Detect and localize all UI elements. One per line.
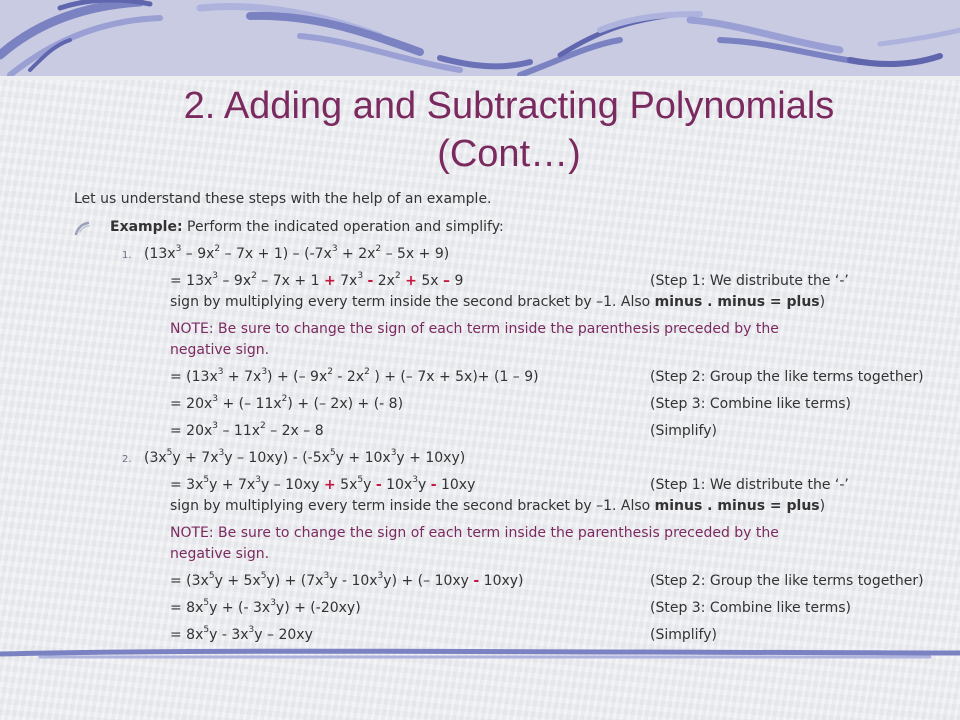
problem-2-result-note: (Simplify): [650, 627, 717, 643]
problem-1-note-line-1: NOTE: Be sure to change the sign of each term inside the parenthesis preceded by the: [170, 321, 779, 337]
example-label: Example:: [110, 219, 183, 235]
problem-2-step1-note: (Step 1: We distribute the ‘-’: [650, 477, 849, 493]
problem-1-step3-note: (Step 3: Combine like terms): [650, 396, 852, 412]
title-line-2: (Cont…): [437, 133, 581, 175]
example-line: [110, 218, 504, 236]
problem-2-step3-expression: = $8x^5y$ + (- $3x^3y) + (-20xy)$: [170, 598, 361, 616]
problem-2-header: [122, 449, 465, 469]
bullet-icon: [74, 221, 90, 235]
problem-2-step1-continuation: sign by multiplying every term inside the second bracket by –1. Also minus . minus = plus): [170, 498, 826, 514]
problem-1-header: [122, 245, 449, 265]
problem-1-result-note: (Simplify): [650, 423, 717, 439]
problem-2-step1-expression: = $3x^5y + 7x^3y - 10xy + 5x^5y - 10x^3y - 10xy$: [170, 475, 476, 493]
problem-1-step1-continuation: sign by multiplying every term inside the second bracket by –1. Also minus . minus = plus): [170, 294, 826, 310]
problem-1-step1-expression: = $13x^3 - 9x^2 - 7x + 1 + 7x^3 - 2x^2 + 5x - 9$: [170, 271, 464, 289]
problem-2-number: 2.: [122, 454, 132, 465]
problem-1-step1-note: (Step 1: We distribute the ‘-’: [650, 273, 849, 289]
problem-1-step3-expression: = $20x^3$ + (– $11x^2$) + (– 2x) + (- 8): [170, 394, 404, 412]
problem-1-expression: $(13x^3 - 9x^2 - 7x + 1) - (-7x^3 + 2x^2 - 5x + 9)$: [144, 244, 450, 262]
problem-2-step2-expression: = $(3x^5y + 5x^5y) + (7x^3y - 10x^3y)$ + (– 10xy - 10xy): [170, 571, 524, 589]
title-line-1: 2. Adding and Subtracting Polynomials: [183, 85, 835, 127]
problem-1-note-line-2: negative sign.: [170, 342, 270, 358]
problem-2-note-line-2: negative sign.: [170, 546, 270, 562]
problem-1-result: = $20x^3 - 11x^2 - 2x - 8$: [170, 421, 324, 439]
example-instruction: Perform the indicated operation and simplify:: [187, 219, 504, 235]
problem-2-step3-note: (Step 3: Combine like terms): [650, 600, 852, 616]
intro-text: Let us understand these steps with the help of an example.: [74, 191, 492, 207]
problem-2-note-line-1: NOTE: Be sure to change the sign of each term inside the parenthesis preceded by the: [170, 525, 779, 541]
problem-2-expression: $(3x^5y + 7x^3y - 10xy) - (-5x^5y + 10x^3y + 10xy)$: [144, 448, 466, 466]
problem-1-number: 1.: [122, 250, 132, 261]
problem-1-step2-expression: = $(13x^3 + 7x^3)$ + (– $9x^2 - 2x^2$ ) + (– 7x + 5x)+ (1 – 9): [170, 367, 539, 385]
problem-1-step2-note: (Step 2: Group the like terms together): [650, 369, 924, 385]
problem-2-result: = $8x^5y - 3x^3y - 20xy$: [170, 625, 313, 643]
problem-2-step2-note: (Step 2: Group the like terms together): [650, 573, 924, 589]
